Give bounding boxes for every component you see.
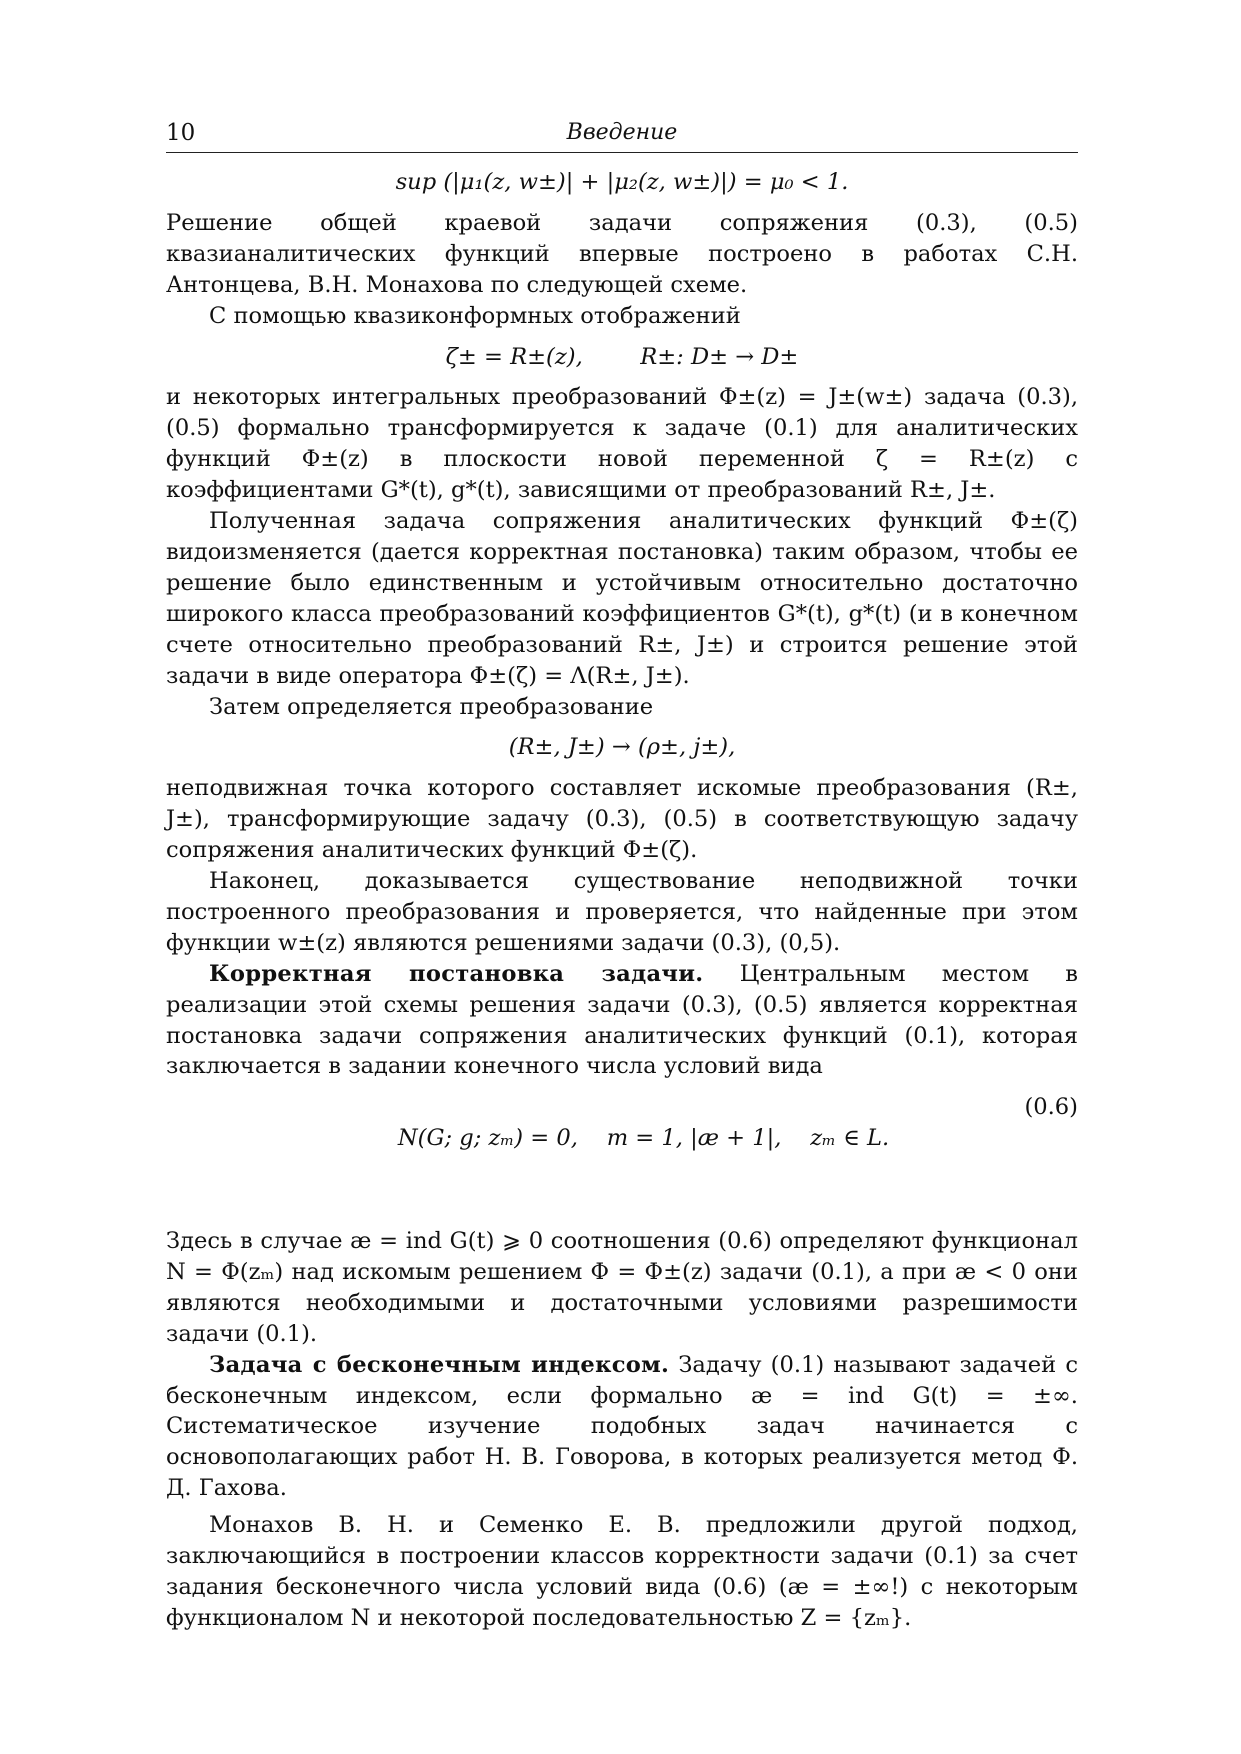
- equation-0-6-body: N(G; g; zₘ) = 0, m = 1, |æ + 1|, zₘ ∈ L.: [397, 1125, 890, 1152]
- paragraph-6: неподвижная точка которого составляет искомые преобразования (R±, J±), трансформирующие задачу (0.3), (0.5) в соответствующую задачу сопряжения аналитических функций Φ±(ζ).: [166, 775, 1078, 864]
- section-heading-infinite-index: Задача с бесконечным индексом.: [209, 1351, 670, 1378]
- paragraph-8-text: Центральным местом в реализации этой схемы решения задачи (0.3), (0.5) является корректная постановка задачи сопряжения аналитических функций (0.1), которая заключается в задании конечного числа условий вида: [166, 960, 1078, 1080]
- equation-sup: sup (|μ₁(z, w±)| + |μ₂(z, w±)|) = μ₀ < 1.: [395, 169, 849, 195]
- paragraph-1: Решение общей краевой задачи сопряжения (0.3), (0.5) квазианалитических функций впервые построено в работах С.Н. Антонцева, В.Н. Монахова по следующей схеме.: [166, 209, 1078, 298]
- page-number: 10: [166, 120, 196, 146]
- paragraph-2: С помощью квазиконформных отображений: [209, 302, 741, 329]
- running-head: [166, 118, 1078, 153]
- running-title: Введение: [566, 120, 678, 145]
- equation-transform: (R±, J±) → (ρ±, j±),: [508, 734, 736, 761]
- paragraph-4: Полученная задача сопряжения аналитических функций Φ±(ζ) видоизменяется (дается корректная постановка) таким образом, чтобы ее решение было единственным и устойчивым относительно достаточно широкого класса преобразований коэффициентов G*(t), g*(t) (и в конечном счете относительно преобразований R±, J±) и строится решение этой задачи в виде оператора Φ±(ζ) = Λ(R±, J±).: [166, 508, 1078, 689]
- paragraph-3: и некоторых интегральных преобразований Φ±(z) = J±(w±) задача (0.3), (0.5) формально трансформируется к задаче (0.1) для аналитических функций Φ±(z) в плоскости новой переменной ζ = R±(z) с коэффициентами G*(t), g*(t), зависящими от преобразований R±, J±.: [166, 384, 1078, 504]
- equation-number: (0.6): [1024, 1094, 1078, 1121]
- equation-0-6: [166, 1092, 1078, 1216]
- paragraph-7: Наконец, доказывается существование неподвижной точки построенного преобразования и проверяется, что найденные при этом функции w±(z) являются решениями задачи (0.3), (0,5).: [166, 868, 1078, 956]
- page: [166, 118, 1078, 1634]
- paragraph-10-text: Задачу (0.1) называют задачей с бесконечным индексом, если формально æ = ind G(t) = ±∞. Систематическое изучение подобных задач начинается с основополагающих работ Н. В. Говорова, в которых реализуется метод Ф. Д. Гахова.: [166, 1351, 1078, 1502]
- body-text: [166, 167, 1078, 1634]
- paragraph-10: [166, 1350, 1078, 1505]
- paragraph-11: Монахов В. Н. и Семенко Е. В. предложили другой подход, заключающийся в построении классов корректности задачи (0.1) за счет задания бесконечного числа условий вида (0.6) (æ = ±∞!) с некоторым функционалом N и некоторой последовательностью Z = {zₘ}.: [166, 1512, 1078, 1631]
- equation-mapping: ζ± = R±(z), R±: D± → D±: [445, 343, 799, 370]
- paragraph-8: [166, 959, 1078, 1083]
- section-heading-correct-statement: Корректная постановка задачи.: [209, 960, 704, 987]
- paragraph-9: Здесь в случае æ = ind G(t) ⩾ 0 соотношения (0.6) определяют функционал N = Φ(zₘ) над искомым решением Φ = Φ±(z) задачи (0.1), а при æ < 0 они являются необходимыми и достаточными условиями разрешимости задачи (0.1).: [166, 1228, 1078, 1347]
- paragraph-5: Затем определяется преобразование: [209, 693, 654, 720]
